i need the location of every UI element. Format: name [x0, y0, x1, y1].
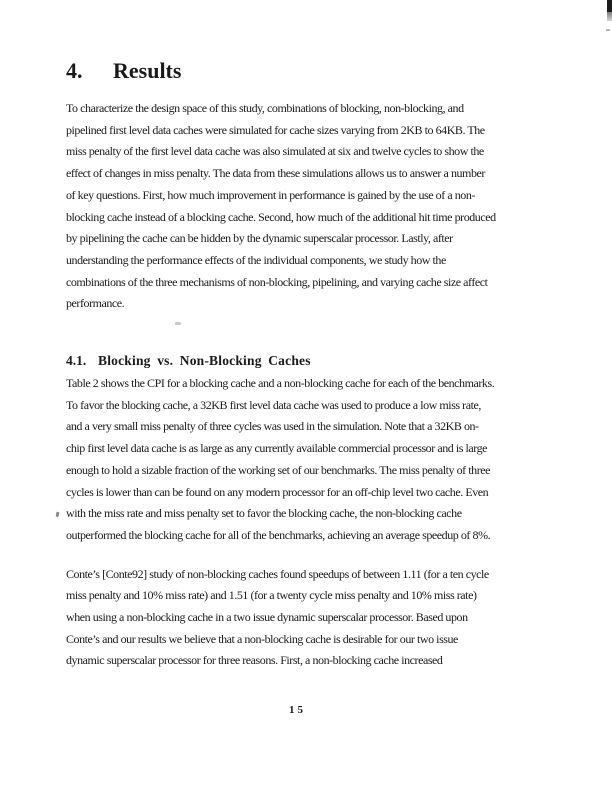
- text-line: To favor the blocking cache, a 32KB first level data cache was used to produce a low miss rate,: [66, 397, 481, 412]
- text-line: effect of changes in miss penalty. The data from these simulations allows us to answer a number: [66, 166, 485, 181]
- text-line: Conte’s and our results we believe that a non-blocking cache is desirable for our two issue: [66, 631, 458, 646]
- text-line: by pipelining the cache can be hidden by the dynamic superscalar processor. Lastly, after: [66, 231, 453, 246]
- section-heading-results: [66, 58, 548, 84]
- text-line: of key questions. First, how much improvement in performance is gained by the use of a non-: [66, 187, 475, 202]
- paragraph-results-intro: [66, 98, 548, 315]
- section-number: 4.: [66, 58, 83, 83]
- text-line: chip first level data cache is as large as any currently available commercial processor and is large: [66, 441, 488, 456]
- text-line: when using a non-blocking cache in a two issue dynamic superscalar processor. Based upon: [66, 610, 468, 625]
- text-line: miss penalty and 10% miss rate) and 1.51 (for a twenty cycle miss penalty and 10% miss rate): [66, 588, 477, 603]
- text-line: outperformed the blocking cache for all of the benchmarks, achieving an average speedup of 8%.: [66, 527, 491, 542]
- subsection-title: Blocking vs. Non-Blocking Caches: [98, 353, 311, 369]
- text-line: Table 2 shows the CPI for a blocking cache and a non-blocking cache for each of the benchmarks.: [66, 376, 495, 391]
- scan-artifact-corner-fade: [607, 12, 612, 21]
- scan-artifact-corner: [607, 0, 612, 12]
- text-line: blocking cache instead of a blocking cache. Second, how much of the additional hit time produced: [66, 209, 496, 224]
- page-content: [66, 58, 548, 672]
- text-line: pipelined first level data caches were simulated for cache sizes varying from 2KB to 64KB. The: [66, 122, 485, 137]
- subsection-number: 4.1.: [66, 353, 87, 369]
- page-number: 15: [289, 704, 306, 716]
- text-line: miss penalty of the first level data cache was also simulated at six and twelve cycles to show the: [66, 144, 484, 159]
- scan-artifact-edge-speck: [606, 29, 610, 31]
- text-line: dynamic superscalar processor for three reasons. First, a non-blocking cache increased: [66, 653, 443, 668]
- text-line: combinations of the three mechanisms of non-blocking, pipelining, and varying cache size affect: [66, 274, 488, 289]
- paragraph-table2-discussion: [66, 373, 548, 547]
- text-line: with the miss rate and miss penalty set to favor the blocking cache, the non-blocking cache: [66, 506, 462, 521]
- paragraph-conte-study: [66, 564, 548, 673]
- scan-artifact-mid-speck: [175, 322, 181, 325]
- text-line: and a very small miss penalty of three cycles was used in the simulation. Note that a 32KB on-: [66, 419, 479, 434]
- section-title: Results: [113, 58, 182, 83]
- text-line: cycles is lower than can be found on any modern processor for an off-chip level two cache. Even: [66, 484, 489, 499]
- text-line: To characterize the design space of this study, combinations of blocking, non-blocking, and: [66, 101, 464, 115]
- scan-artifact-margin-tick: [56, 512, 60, 518]
- section-heading-blocking-vs-nonblocking: [66, 352, 548, 369]
- text-line: enough to hold a sizable fraction of the working set of our benchmarks. The miss penalty of three: [66, 462, 490, 477]
- text-line: performance.: [66, 296, 125, 311]
- text-line: understanding the performance effects of the individual components, we study how the: [66, 252, 446, 267]
- text-line: Conte’s [Conte92] study of non-blocking caches found speedups of between 1.11 (for a ten cycle: [66, 566, 489, 581]
